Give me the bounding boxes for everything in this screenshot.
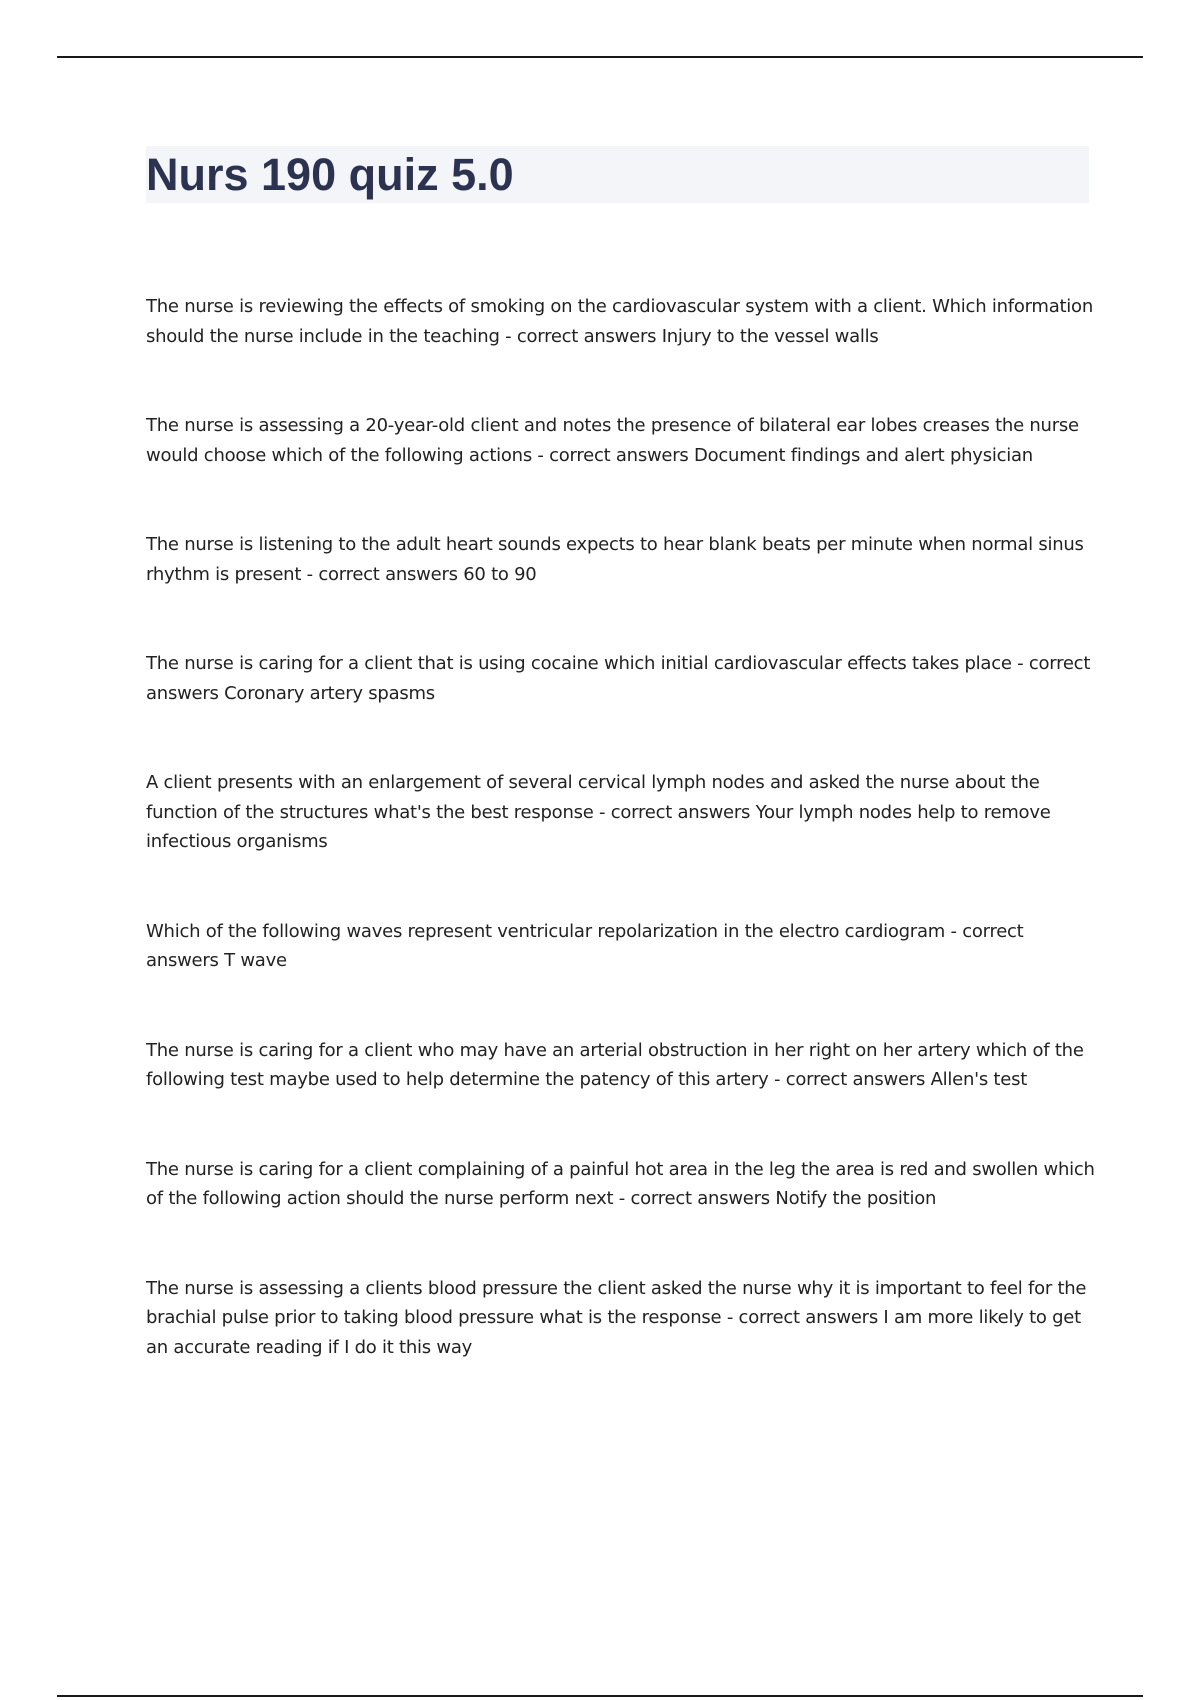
question-item-7: The nurse is caring for a client who may have an arterial obstruction in her right on her artery which of the following test maybe used to help determine the patency of this artery - correct answers Allen's test xyxy=(146,1039,1084,1090)
bottom-rule xyxy=(57,1695,1143,1697)
question-item-6: Which of the following waves represent ventricular repolarization in the electro cardiogram - correct answers T wave xyxy=(146,920,1024,971)
question-list xyxy=(146,292,1096,1362)
question-item-8: The nurse is caring for a client complaining of a painful hot area in the leg the area is red and swollen which of the following action should the nurse perform next - correct answers Notify the position xyxy=(146,1158,1095,1209)
page-title: Nurs 190 quiz 5.0 xyxy=(146,149,514,200)
question-item-2: The nurse is assessing a 20-year-old client and notes the presence of bilateral ear lobes creases the nurse would choose which of the following actions - correct answers Document findings and alert physician xyxy=(146,415,1079,466)
question-item-3: The nurse is listening to the adult heart sounds expects to hear blank beats per minute when normal sinus rhythm is present - correct answers 60 to 90 xyxy=(146,534,1084,585)
question-item-5: A client presents with an enlargement of several cervical lymph nodes and asked the nurse about the function of the structures what's the best response - correct answers Your lymph nodes help to remove infectious organisms xyxy=(146,772,1051,852)
question-item-1: The nurse is reviewing the effects of smoking on the cardiovascular system with a client. Which information should the nurse include in the teaching - correct answers Injury to the vessel walls xyxy=(146,296,1093,347)
question-item-4: The nurse is caring for a client that is using cocaine which initial cardiovascular effects takes place - correct answers Coronary artery spasms xyxy=(146,653,1091,704)
top-rule xyxy=(57,56,1143,58)
question-item-9: The nurse is assessing a clients blood pressure the client asked the nurse why it is important to feel for the brachial pulse prior to taking blood pressure what is the response - correct answers I am more likely to get an accurate reading if I do it this way xyxy=(146,1277,1087,1358)
